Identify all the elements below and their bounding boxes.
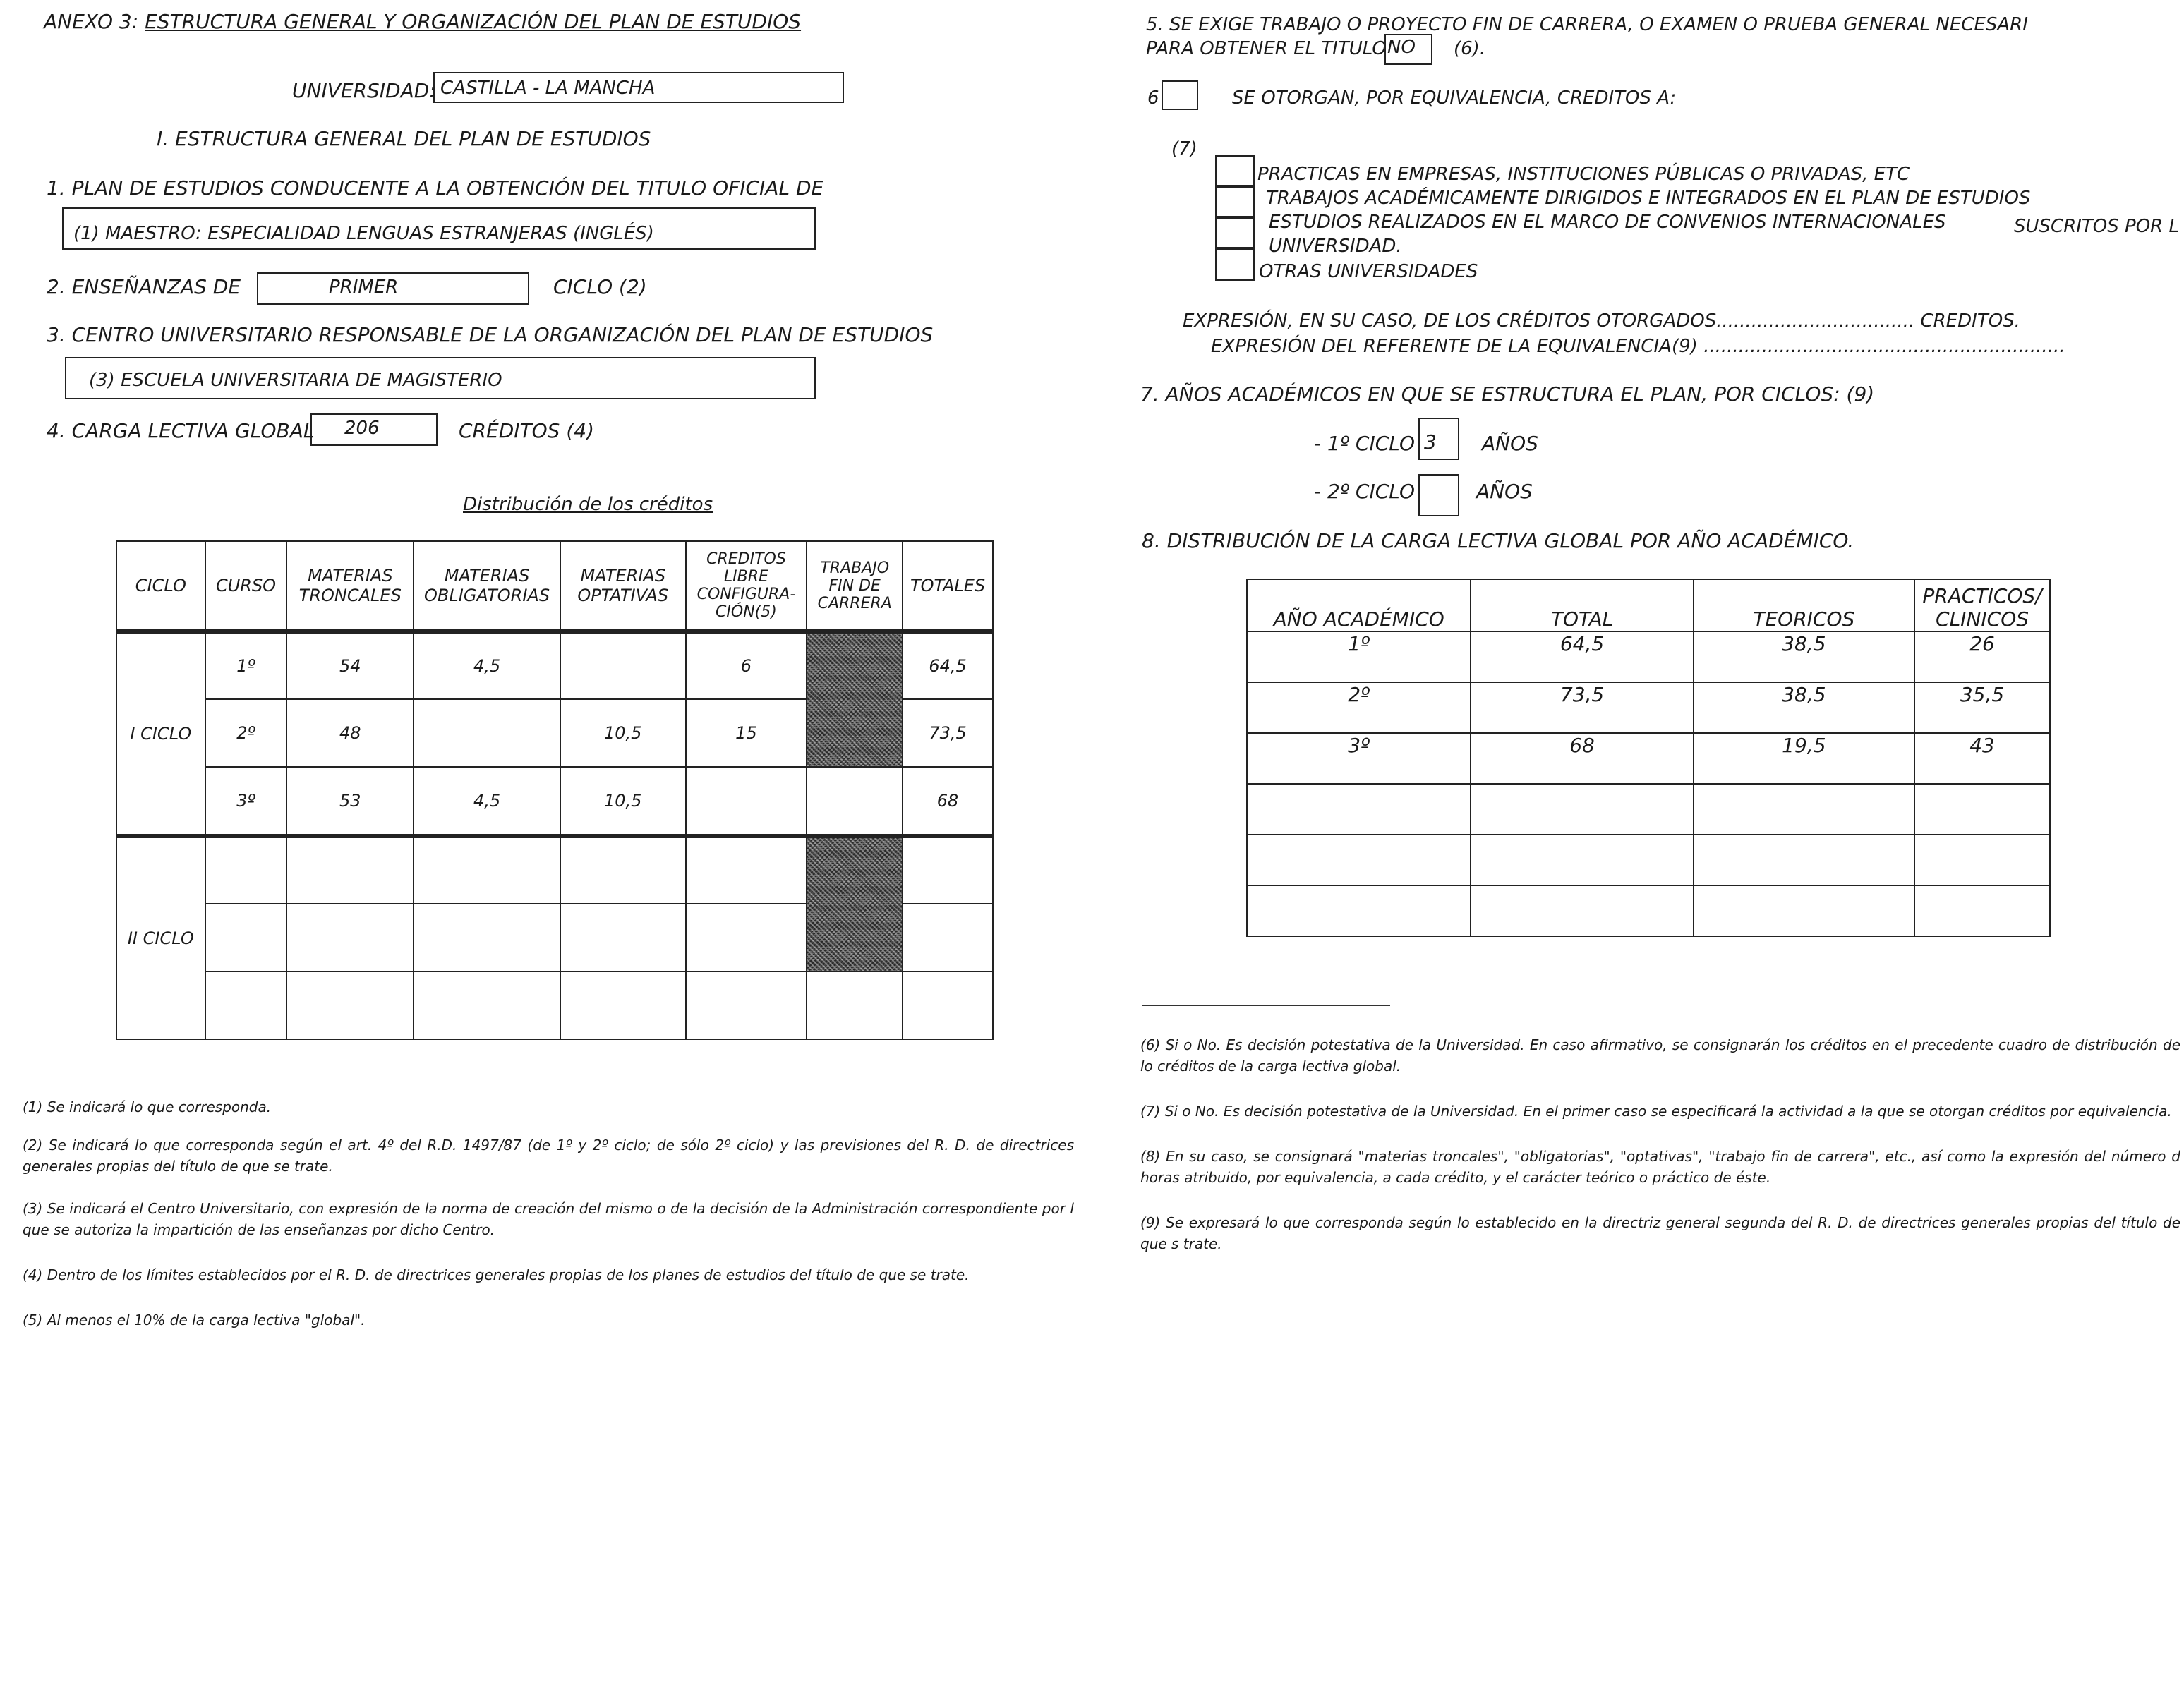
item-3-value: (3) ESCUELA UNIVERSITARIA DE MAGISTERIO — [89, 370, 502, 391]
footnote-4: (4) Dentro de los límites establecidos por el R. D. de directrices generales propias de los planes de estudios del título de que se trate. — [23, 1266, 970, 1283]
item-6-label: SE OTORGAN, POR EQUIVALENCIA, CREDITOS A: — [1232, 87, 1677, 109]
year3-teoricos: 19,5 — [1694, 733, 1914, 784]
year3-total: 68 — [1471, 733, 1693, 784]
expresion-creditos: EXPRESIÓN, EN SU CASO, DE LOS CRÉDITOS OTORGADOS.................................. CREDITOS. — [1183, 310, 2020, 332]
row1-totales: 64,5 — [903, 631, 993, 699]
item-1-value: (1) MAESTRO: ESPECIALIDAD LENGUAS ESTRANJERAS (INGLÉS) — [73, 223, 654, 244]
row3-curso: 3º — [205, 767, 287, 836]
year1-teoricos: 38,5 — [1694, 631, 1914, 682]
year2-teoricos: 38,5 — [1694, 682, 1914, 733]
ciclo-2-years-unit: AÑOS — [1476, 480, 1533, 503]
row2-troncales: 48 — [286, 699, 414, 767]
ciclo-1-years-unit: AÑOS — [1482, 432, 1538, 455]
ciclo-2-label: II CICLO — [116, 836, 205, 1039]
year3-ano: 3º — [1247, 733, 1471, 784]
equiv-checkbox-3[interactable] — [1215, 217, 1255, 248]
footnote-7: (7) Si o No. Es decisión potestativa de la Universidad. En el primer caso se especificará la actividad a la que se otorgan créditos por equivalencia. — [1140, 1103, 2172, 1120]
footnote-5: (5) Al menos el 10% de la carga lectiva "global". — [23, 1312, 366, 1328]
annex-title-text: ESTRUCTURA GENERAL Y ORGANIZACIÓN DEL PLAN DE ESTUDIOS — [145, 10, 802, 33]
year2-total: 73,5 — [1471, 682, 1693, 733]
footnote-3: (3) Se indicará el Centro Universitario, con expresión de la norma de creación del mismo o de la decisión de la Administración correspondiente por l que se autoriza la impartición de las enseñanzas por dicho Centro. — [23, 1200, 1074, 1238]
footnote-6: (6) Si o No. Es decisión potestativa de la Universidad. En caso afirmativo, se consignarán los créditos en el precedente cuadro de distribución de lo créditos de la carga lectiva global. — [1140, 1036, 2180, 1074]
ciclo-2-years-field — [1418, 474, 1459, 516]
table-row — [116, 631, 993, 699]
item-5-line-1: 5. SE EXIGE TRABAJO O PROYECTO FIN DE CARRERA, O EXAMEN O PRUEBA GENERAL NECESARI — [1146, 14, 2028, 35]
item-7-label: 7. AÑOS ACADÉMICOS EN QUE SE ESTRUCTURA EL PLAN, POR CICLOS: (9) — [1140, 382, 1875, 406]
header-totales: TOTALES — [903, 541, 993, 631]
equiv-option-1: PRACTICAS EN EMPRESAS, INSTITUCIONES PÚBLICAS O PRIVADAS, ETC — [1257, 164, 1910, 185]
header-ciclo: CICLO — [116, 541, 205, 631]
header-practicos: PRACTICOS/ CLINICOS — [1914, 579, 2050, 631]
row1-curso: 1º — [205, 631, 287, 699]
row2-totales: 73,5 — [903, 699, 993, 767]
row3-obligatorias: 4,5 — [414, 767, 560, 836]
item-2-suffix: CICLO (2) — [553, 275, 647, 298]
row1-obligatorias: 4,5 — [414, 631, 560, 699]
row3-optativas: 10,5 — [560, 767, 686, 836]
item-4-value: 206 — [344, 418, 380, 439]
distribution-title: Distribución de los créditos — [463, 494, 713, 515]
table-row — [1247, 631, 2050, 682]
row2-libre: 15 — [686, 699, 807, 767]
item-8-label: 8. DISTRIBUCIÓN DE LA CARGA LECTIVA GLOBAL POR AÑO ACADÉMICO. — [1142, 529, 1854, 552]
header-libre: CREDITOS LIBRE CONFIGURA- CIÓN(5) — [686, 541, 807, 631]
row3-libre — [686, 767, 807, 836]
equiv-option-2: TRABAJOS ACADÉMICAMENTE DIRIGIDOS E INTEGRADOS EN EL PLAN DE ESTUDIOS — [1266, 188, 2031, 209]
header-obligatorias: MATERIAS OBLIGATORIAS — [414, 541, 560, 631]
row3-trabajo — [807, 767, 903, 836]
equiv-checkbox-4[interactable] — [1215, 248, 1255, 281]
ciclo-1-years-value: 3 — [1424, 430, 1437, 454]
equiv-option-3: ESTUDIOS REALIZADOS EN EL MARCO DE CONVENIOS INTERNACIONALES — [1269, 212, 1946, 233]
header-optativas: MATERIAS OPTATIVAS — [560, 541, 686, 631]
section-i-heading: I. ESTRUCTURA GENERAL DEL PLAN DE ESTUDIOS — [157, 127, 651, 150]
year2-practicos: 35,5 — [1914, 682, 2050, 733]
trabajo-shaded-cell — [807, 631, 903, 767]
footnote-2: (2) Se indicará lo que corresponda según el art. 4º del R.D. 1497/87 (de 1º y 2º ciclo; de sólo 2º ciclo) y las previsiones del R. D. de directrices generales propias del título de que se trate. — [23, 1137, 1074, 1175]
equiv-option-4: OTRAS UNIVERSIDADES — [1259, 261, 1478, 282]
header-troncales: MATERIAS TRONCALES — [286, 541, 414, 631]
table-row — [1247, 885, 2050, 936]
equiv-option-3-cont: UNIVERSIDAD. — [1269, 236, 1402, 257]
item-5-suffix: (6). — [1454, 38, 1486, 59]
table-row — [1247, 733, 2050, 784]
header-trabajo: TRABAJO FIN DE CARRERA — [807, 541, 903, 631]
universidad-value: CASTILLA - LA MANCHA — [440, 78, 656, 99]
ciclo-1-years-label: - 1º CICLO — [1314, 432, 1416, 455]
annex-title: ANEXO 3: ESTRUCTURA GENERAL Y ORGANIZACIÓN DEL PLAN DE ESTUDIOS — [44, 10, 802, 33]
row3-troncales: 53 — [286, 767, 414, 836]
row2-optativas: 10,5 — [560, 699, 686, 767]
table-row — [1247, 682, 2050, 733]
item-5-value: NO — [1387, 37, 1416, 58]
item-6-field — [1162, 80, 1198, 110]
table-header-row — [1247, 579, 2050, 631]
item-4-label: 4. CARGA LECTIVA GLOBAL — [47, 419, 315, 442]
item-5-line-2: PARA OBTENER EL TITULO — [1146, 38, 1387, 59]
item-6-number: 6 — [1147, 87, 1159, 109]
expresion-referente: EXPRESIÓN DEL REFERENTE DE LA EQUIVALENCIA(9) .............................................................. — [1211, 336, 2065, 357]
item-1-label: 1. PLAN DE ESTUDIOS CONDUCENTE A LA OBTENCIÓN DEL TITULO OFICIAL DE — [47, 176, 824, 200]
table-row — [1247, 784, 2050, 835]
yearly-distribution-table — [1246, 579, 2051, 937]
table-row — [116, 767, 993, 836]
year3-practicos: 43 — [1914, 733, 2050, 784]
row1-libre: 6 — [686, 631, 807, 699]
row1-optativas — [560, 631, 686, 699]
header-teoricos: TEORICOS — [1694, 579, 1914, 631]
universidad-label: UNIVERSIDAD: — [292, 79, 436, 102]
item-6-ref: (7) — [1171, 138, 1197, 159]
row1-troncales: 54 — [286, 631, 414, 699]
equiv-checkbox-2[interactable] — [1215, 186, 1255, 217]
header-ano: AÑO ACADÉMICO — [1247, 579, 1471, 631]
equiv-option-3-suffix: SUSCRITOS POR L — [2014, 216, 2179, 237]
year2-ano: 2º — [1247, 682, 1471, 733]
footnote-separator — [1142, 1005, 1390, 1006]
footnote-8: (8) En su caso, se consignará "materias troncales", "obligatorias", "optativas", "trabajo fin de carrera", etc., así como la expresión del número d horas atribuido, por equivalencia, a cada crédito, y el carácter teórico o práctico de éste. — [1140, 1148, 2180, 1186]
footnote-9: (9) Se expresará lo que corresponda según lo establecido en la directriz general segunda del R. D. de directrices generales propias del título de que s trate. — [1140, 1214, 2180, 1252]
year1-practicos: 26 — [1914, 631, 2050, 682]
row3-totales: 68 — [903, 767, 993, 836]
equiv-checkbox-1[interactable] — [1215, 155, 1255, 186]
year1-ano: 1º — [1247, 631, 1471, 682]
row2-curso: 2º — [205, 699, 287, 767]
header-curso: CURSO — [205, 541, 287, 631]
item-2-value: PRIMER — [329, 277, 399, 298]
footnote-1: (1) Se indicará lo que corresponda. — [23, 1098, 272, 1115]
item-3-label: 3. CENTRO UNIVERSITARIO RESPONSABLE DE LA ORGANIZACIÓN DEL PLAN DE ESTUDIOS — [47, 323, 934, 346]
item-2-label: 2. ENSEÑANZAS DE — [47, 275, 241, 298]
year1-total: 64,5 — [1471, 631, 1693, 682]
table-row — [1247, 835, 2050, 885]
credits-distribution-table — [116, 540, 994, 1040]
ciclo-1-label: I CICLO — [116, 631, 205, 836]
table-row — [116, 836, 993, 904]
table-row — [116, 971, 993, 1039]
table-header-row — [116, 541, 993, 631]
trabajo-shaded-cell-2 — [807, 836, 903, 971]
item-4-suffix: CRÉDITOS (4) — [459, 419, 594, 442]
ciclo-2-years-label: - 2º CICLO — [1314, 480, 1416, 503]
row2-obligatorias — [414, 699, 560, 767]
header-total: TOTAL — [1471, 579, 1693, 631]
